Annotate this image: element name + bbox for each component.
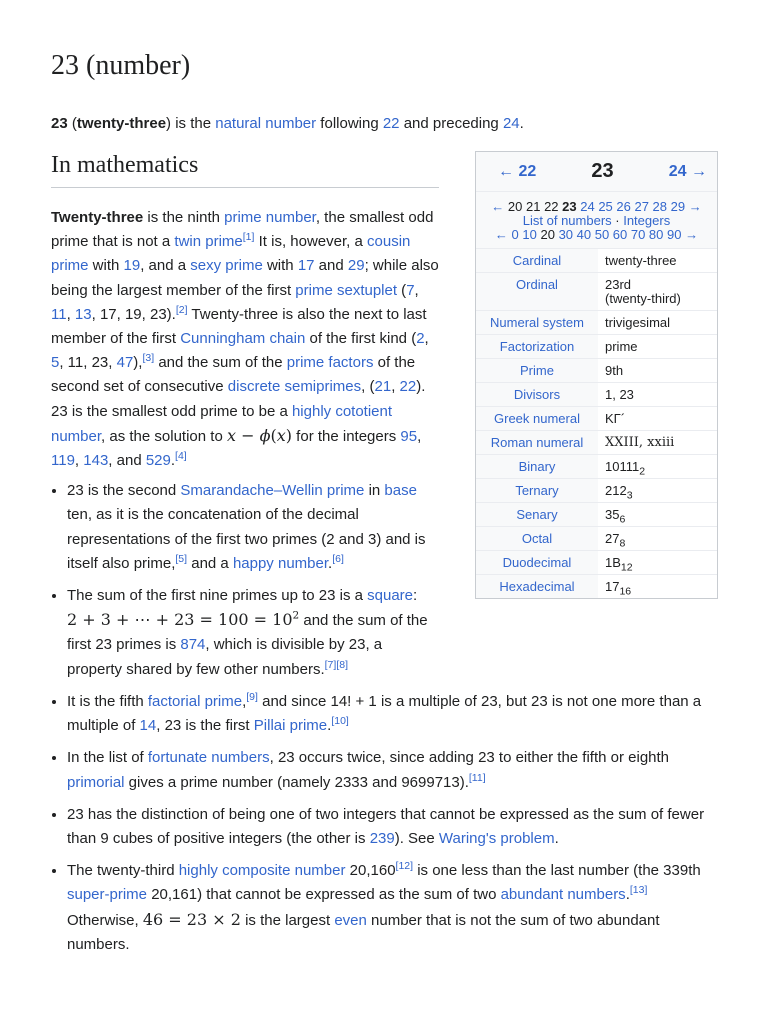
text: : [413,587,418,605]
seq-left-arrow-icon[interactable]: ← [491,199,505,214]
link-22[interactable]: 22 [382,115,400,132]
text: , [66,305,75,323]
text: is the largest [240,911,335,929]
bullet-list-full [51,690,719,957]
text: ), [133,354,143,372]
text: , [391,378,400,396]
infobox-current-number: 23 [591,160,614,182]
link-11[interactable]: 11 [51,305,67,323]
text: , [417,427,422,445]
math-op: ( [270,425,277,445]
link-2[interactable]: 2 [416,330,425,348]
text: and the sum of the [154,354,287,372]
link-warings-problem[interactable]: Waring's problem [438,830,555,848]
math-op: − [236,425,260,445]
key-binary[interactable]: Binary [476,455,598,479]
text: , [414,281,419,299]
text: , [424,330,429,348]
link-47[interactable]: 47 [116,354,134,372]
text: with [262,257,298,275]
dec-left-arrow-icon[interactable]: ← [494,227,508,242]
citation-6[interactable]: [6] [332,552,344,565]
citation-1[interactable]: [1] [242,231,255,244]
value-ternary [598,479,717,503]
link-list-of-numbers[interactable]: List of numbers [522,213,612,228]
key-cardinal[interactable]: Cardinal [476,249,598,273]
citation-13[interactable]: [13] [629,884,648,897]
seq-before[interactable]: 20 21 22 [507,199,559,214]
link-13[interactable]: 13 [74,305,92,323]
value-base: 12 [620,561,633,574]
key-numeral-system[interactable]: Numeral system [476,311,598,335]
link-prime-sextuplet[interactable]: prime sextuplet [295,281,398,299]
row-factorization [476,335,717,359]
link-even[interactable]: even [334,911,367,929]
list-item [67,803,719,851]
text: In the list of [67,749,148,767]
key-divisors[interactable]: Divisors [476,383,598,407]
bold-term: Twenty-three [51,209,144,226]
text: and a [187,554,233,572]
text: Otherwise, [67,911,143,929]
value-base: 2 [639,465,646,478]
lead-paragraph [51,114,524,134]
infobox-prev-link[interactable]: ← 22 [498,162,537,180]
link-square[interactable]: square [367,587,414,605]
link-discrete-semiprimes[interactable]: discrete semiprimes [227,378,362,396]
citation-12[interactable]: [12] [395,860,414,873]
link-5[interactable]: 5 [51,354,60,372]
link-twin-prime[interactable]: twin prime [174,233,243,251]
link-sexy-prime[interactable]: sexy prime [190,257,263,275]
list-item [67,859,719,957]
text: of the first kind ( [305,330,417,348]
link-95[interactable]: 95 [400,427,418,445]
lead-text: ( [67,115,77,132]
infobox-next-link[interactable]: 24 → [668,162,707,180]
key-octal[interactable]: Octal [476,527,598,551]
row-prime [476,359,717,383]
text: , ( [361,378,375,396]
dec-rest[interactable]: 30 40 50 60 70 80 90 [558,227,682,242]
value-duodecimal [598,551,717,575]
section-full-width [51,690,719,965]
math-paragraph [51,206,441,473]
key-prime[interactable]: Prime [476,359,598,383]
value-prime: 9th [598,359,717,383]
math-formula-46: 46 = 23 × 2 [142,909,241,929]
link-highly-composite[interactable]: highly composite number [178,862,346,880]
text: . [554,830,559,848]
lead-text: following [316,115,383,132]
link-21[interactable]: 21 [374,378,392,396]
value-greek-numeral: ΚΓ´ [598,407,717,431]
link-prime-number[interactable]: prime number [224,209,316,226]
key-factorization[interactable]: Factorization [476,335,598,359]
text: , the smallest odd prime that is not a [51,209,434,251]
text: and since 14! + 1 is a multiple of 23, but 23 is not one more than a multiple of [67,693,702,735]
text: . [170,452,176,470]
text: 23 is the second [67,482,181,500]
row-octal [476,527,717,551]
value-factorization[interactable]: prime [598,335,717,359]
text: , and [108,452,146,470]
link-base[interactable]: base [384,482,417,500]
value-hexadecimal [598,575,717,599]
text: , 17, 19, 23). [91,305,176,323]
link-17[interactable]: 17 [297,257,315,275]
lead-bold-number: 23 [51,115,68,132]
link-24[interactable]: 24 [502,115,520,132]
infobox-table [476,249,717,598]
text: is one less than the last number (the 339th [413,862,701,880]
list-item [67,746,719,794]
value-ordinal-line2: (twenty-third) [605,291,681,306]
lead-bold-name: twenty-three [76,115,167,132]
link-smarandache-wellin[interactable]: Smarandache–Wellin prime [180,482,365,500]
link-19[interactable]: 19 [123,257,141,275]
list-item [67,584,441,682]
text: , 23 occurs twice, since adding 23 to either the fifth or eighth [269,749,670,767]
text: , [242,693,247,710]
link-143[interactable]: 143 [83,452,109,470]
value-octal [598,527,717,551]
value-divisors: 1, 23 [598,383,717,407]
link-happy-number[interactable]: happy number [232,554,329,572]
value-base: 6 [619,513,626,526]
row-duodecimal [476,551,717,575]
link-cunningham-chain[interactable]: Cunningham chain [180,330,306,348]
text: is the ninth [143,209,225,226]
link-natural-number[interactable]: natural number [215,115,317,132]
row-hexadecimal [476,575,717,599]
value-numeral-system: trivigesimal [598,311,717,335]
link-cousin-prime[interactable]: cousin prime [51,233,411,275]
value-digits: 27 [605,531,620,546]
row-ordinal [476,273,717,311]
key-ternary[interactable]: Ternary [476,479,598,503]
value-binary [598,455,717,479]
text: ( [397,281,407,299]
citation-5[interactable]: [5] [175,552,188,565]
value-digits: 212 [605,483,627,498]
text: number that is not the sum of two abundant numbers. [67,911,660,953]
citation-9[interactable]: [9] [246,691,258,703]
text: , 11, 23, [59,354,117,372]
math-var: ϕ [259,425,271,445]
infobox-nav [476,152,717,192]
link-integers[interactable]: Integers [623,213,671,228]
value-roman-numeral: XXIII, xxiii [598,431,717,455]
section-column [51,206,441,690]
value-base: 3 [626,489,633,502]
value-ordinal-line1: 23rd [605,277,632,292]
link-primorial[interactable]: primorial [67,773,125,791]
number-infobox [475,151,718,599]
citation-10[interactable]: [10] [331,715,349,728]
link-abundant-numbers[interactable]: abundant numbers [500,886,626,904]
citation-7-8[interactable]: [7][8] [324,658,348,671]
value-base: 8 [619,537,626,550]
math-var: x [226,425,236,445]
text: ). See [394,830,439,848]
text: gives a prime number (namely 2333 and 9699713). [124,773,469,791]
text: in [364,482,385,500]
text: and [314,257,348,275]
value-digits: 10111 [605,459,640,474]
text: It is the fifth [67,693,148,710]
text: , as the solution to [101,427,227,445]
key-senary[interactable]: Senary [476,503,598,527]
key-roman-numeral[interactable]: Roman numeral [476,431,598,455]
link-super-prime[interactable]: super-prime [67,886,148,904]
dec-10[interactable]: 10 [522,227,537,242]
dec-20: 20 [540,227,555,242]
value-base: 16 [619,585,632,598]
link-29[interactable]: 29 [347,257,365,275]
lead-text: ) is the [166,115,216,132]
sequence-row [480,200,713,214]
dec-0[interactable]: 0 [511,227,519,242]
text: . [625,886,630,904]
text: of the second set of consecutive [51,354,416,396]
text: , which is divisible by 23, a property shared by few other numbers. [67,636,383,678]
math-op: ) [285,425,293,445]
bullet-list-column [51,479,441,682]
page-title: 23 (number) [51,50,191,81]
text: and the sum of the first 23 primes is [67,612,428,654]
citation-2[interactable]: [2] [175,303,188,316]
dec-right-arrow-icon[interactable]: → [685,227,699,242]
row-divisors [476,383,717,407]
link-fortunate-numbers[interactable]: fortunate numbers [147,749,270,767]
link-highly-cototient[interactable]: highly cototient number [51,402,393,445]
seq-after[interactable]: 24 25 26 27 28 29 [580,199,686,214]
text: 23 has the distinction of being one of two integers that cannot be expressed as the sum of fewer than 9 cubes of positive integers (the other is [67,805,705,848]
key-duodecimal[interactable]: Duodecimal [476,551,598,575]
section-heading-mathematics: In mathematics [51,152,439,188]
list-item [67,479,441,576]
row-binary [476,455,717,479]
link-119[interactable]: 119 [51,452,75,470]
value-senary [598,503,717,527]
text: ; while also being the largest member of the first [51,257,439,299]
value-digits: 35 [605,507,620,522]
text: ). 23 is the smallest odd prime to be a [51,378,426,420]
row-cardinal [476,249,717,273]
lists-row [480,214,713,228]
row-senary [476,503,717,527]
citation-3[interactable]: [3] [142,352,155,365]
math-formula-cototient [227,426,292,445]
infobox-sequence [476,192,717,249]
text: The twenty-third [67,862,179,880]
math-var: x [276,425,286,445]
decades-row [480,228,713,242]
separator: · [611,213,624,228]
key-greek-numeral[interactable]: Greek numeral [476,407,598,431]
key-hexadecimal[interactable]: Hexadecimal [476,575,598,599]
lead-text: . [519,115,524,132]
row-greek-numeral [476,407,717,431]
text: It is, however, a [254,233,368,251]
text: 20,161) that cannot be expressed as the sum of two [147,886,501,904]
math-expr: 2 + 3 + ⋯ + 23 = 100 = 10 [67,610,293,630]
math-formula-sum [67,610,299,629]
value-digits: 1B [605,555,621,570]
citation-11[interactable]: [11] [468,771,486,784]
link-14[interactable]: 14 [139,717,157,735]
seq-current: 23 [562,199,577,214]
seq-right-arrow-icon[interactable]: → [688,199,702,214]
citation-4[interactable]: [4] [175,450,187,463]
row-roman-numeral [476,431,717,455]
text: with [88,257,124,275]
lead-text: and preceding [399,115,503,132]
link-239[interactable]: 239 [369,830,395,848]
link-factorial-prime[interactable]: factorial prime [147,693,243,710]
text: ten, as it is the concatenation of the decimal representations of the first two primes (2 and 3) and is itself also prime, [67,506,426,572]
link-7[interactable]: 7 [406,281,415,299]
row-ternary [476,479,717,503]
value-ordinal [598,273,717,311]
value-digits: 17 [605,579,620,594]
text: The sum of the first nine primes up to 23 is a [67,587,368,605]
text: , 23 is the first [156,717,254,735]
key-ordinal[interactable]: Ordinal [476,273,598,311]
link-pillai-prime[interactable]: Pillai prime [253,717,328,735]
text: . [327,717,332,735]
text: Twenty-three is also the next to last member of the first [51,305,427,348]
link-22-semiprime[interactable]: 22 [399,378,417,396]
link-874[interactable]: 874 [180,636,206,654]
text: . [328,554,333,572]
list-item [67,690,719,738]
row-numeral-system [476,311,717,335]
text: 20,160 [345,862,396,880]
value-cardinal: twenty-three [598,249,717,273]
math-exponent: 2 [292,609,300,622]
text: for the integers [292,427,401,445]
link-529[interactable]: 529 [145,452,171,470]
text: , and a [140,257,191,275]
text: , [74,452,84,470]
link-prime-factors[interactable]: prime factors [286,354,374,372]
